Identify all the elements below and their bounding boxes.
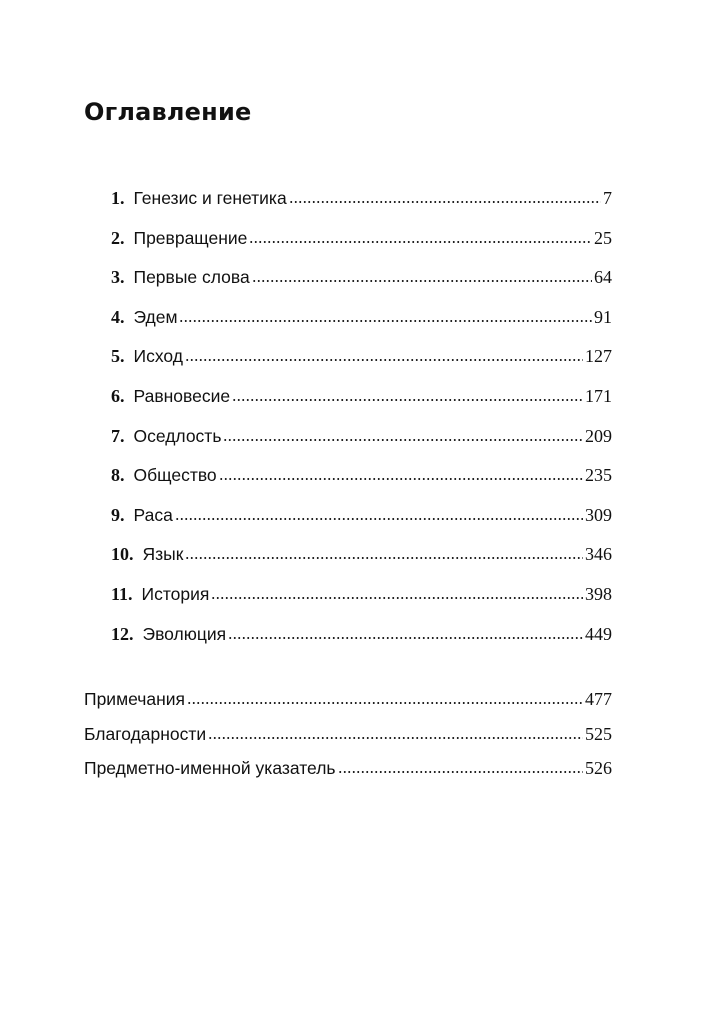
- page-number: 235: [585, 465, 612, 485]
- chapter-title: Эдем: [133, 307, 178, 327]
- dot-leader: [175, 517, 583, 521]
- dot-leader: [208, 736, 583, 740]
- chapter-number: 2.: [111, 228, 125, 248]
- toc-entry-chapter-8: [111, 463, 612, 487]
- dot-leader: [289, 200, 601, 204]
- toc-entry-chapter-2: [111, 226, 612, 250]
- page-number: 309: [585, 505, 612, 525]
- page-number: 127: [585, 346, 612, 366]
- page-number: 449: [585, 624, 612, 644]
- toc-entry-chapter-9: [111, 503, 612, 527]
- page-title: Оглавление: [84, 98, 252, 126]
- chapter-title: Эволюция: [142, 624, 227, 644]
- dot-leader: [211, 596, 583, 600]
- chapter-title: Язык: [142, 544, 184, 564]
- chapter-title: Равновесие: [133, 386, 231, 406]
- section-title: Предметно-именной указатель: [84, 758, 336, 778]
- page-number: 7: [603, 188, 612, 208]
- page-number: 526: [585, 758, 612, 778]
- dot-leader: [338, 770, 583, 774]
- chapter-title: Оседлость: [133, 426, 222, 446]
- toc-entry-chapter-10: [111, 542, 612, 566]
- dot-leader: [223, 438, 583, 442]
- toc-entry-chapter-5: [111, 344, 612, 368]
- toc-entry-chapter-12: [111, 622, 612, 646]
- toc-entry-acknowledgements: [84, 722, 612, 746]
- section-title: Благодарности: [84, 724, 207, 744]
- page-number: 25: [594, 228, 612, 248]
- chapter-number: 12.: [111, 624, 134, 644]
- page-number: 477: [585, 689, 612, 709]
- dot-leader: [252, 279, 592, 283]
- toc-entry-chapter-3: [111, 265, 612, 289]
- chapter-number: 4.: [111, 307, 125, 327]
- toc-entry-chapter-4: [111, 305, 612, 329]
- chapter-title: История: [141, 584, 210, 604]
- dot-leader: [179, 319, 592, 323]
- toc-entry-chapter-11: [111, 582, 612, 606]
- chapter-title: Общество: [133, 465, 217, 485]
- chapter-title: Исход: [133, 346, 183, 366]
- page-number: 64: [594, 267, 612, 287]
- dot-leader: [249, 240, 592, 244]
- page-number: 171: [585, 386, 612, 406]
- toc-entry-index: [84, 756, 612, 780]
- toc-entry-chapter-7: [111, 424, 612, 448]
- chapter-number: 8.: [111, 465, 125, 485]
- toc-entry-chapter-6: [111, 384, 612, 408]
- dot-leader: [219, 477, 583, 481]
- page-number: 525: [585, 724, 612, 744]
- page-number: 91: [594, 307, 612, 327]
- chapter-number: 7.: [111, 426, 125, 446]
- chapter-number: 10.: [111, 544, 134, 564]
- dot-leader: [185, 358, 583, 362]
- dot-leader: [185, 556, 583, 560]
- toc-entry-notes: [84, 687, 612, 711]
- chapter-title: Первые слова: [133, 267, 250, 287]
- chapter-number: 6.: [111, 386, 125, 406]
- page-number: 398: [585, 584, 612, 604]
- chapter-number: 1.: [111, 188, 125, 208]
- chapter-number: 9.: [111, 505, 125, 525]
- section-title: Примечания: [84, 689, 186, 709]
- chapter-number: 11.: [111, 584, 133, 604]
- page-number: 346: [585, 544, 612, 564]
- chapter-title: Раса: [133, 505, 173, 525]
- dot-leader: [187, 701, 583, 705]
- chapter-number: 5.: [111, 346, 125, 366]
- dot-leader: [228, 636, 583, 640]
- dot-leader: [232, 398, 583, 402]
- page-number: 209: [585, 426, 612, 446]
- toc-entry-chapter-1: [111, 186, 612, 210]
- chapter-title: Генезис и генетика: [133, 188, 287, 208]
- chapter-number: 3.: [111, 267, 125, 287]
- chapter-title: Превращение: [133, 228, 248, 248]
